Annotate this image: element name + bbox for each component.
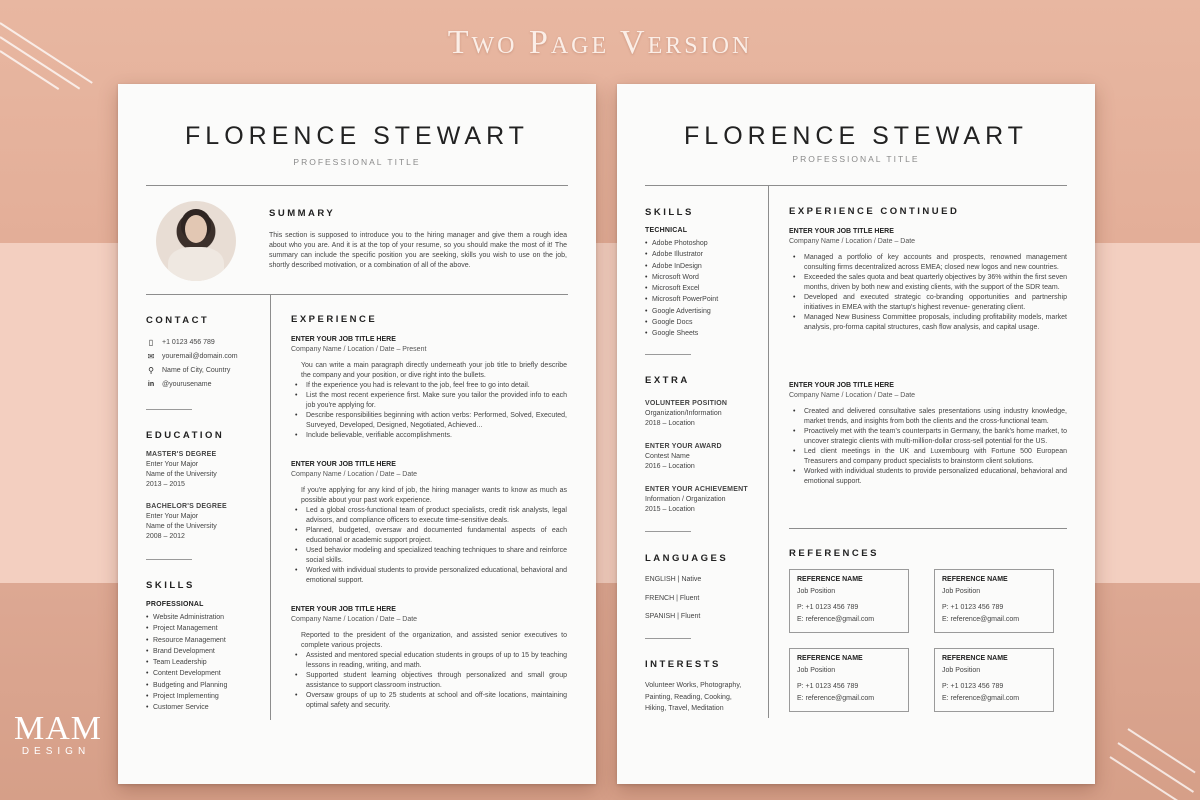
- list-item: • Brand Development: [146, 646, 227, 657]
- job-description: If you're applying for any kind of job, the hiring manager wants to know as much as possible about your past work experience.: [301, 487, 567, 504]
- list-item: • Project Management: [146, 623, 227, 634]
- reference-card: REFERENCE NAME Job Position P: +1 0123 456 789 E: reference@gmail.com: [789, 648, 909, 712]
- list-item: • Microsoft Word: [645, 272, 718, 283]
- interests-text: Volunteer Works, Photography, Painting, Reading, Cooking, Hiking, Travel, Meditation: [645, 682, 742, 712]
- list-item: • Website Administration: [146, 612, 227, 623]
- list-item: • Include believable, verifiable accomplishments.: [291, 431, 567, 441]
- languages-heading: LANGUAGES: [645, 553, 729, 564]
- extra-item: VOLUNTEER POSITION Organization/Information 2018 – Location: [645, 400, 728, 427]
- skills-list: [645, 238, 718, 340]
- skills-list: [146, 612, 227, 714]
- list-item: • Worked with individual students to provide personalized educational, behavioral and emotional support.: [291, 566, 567, 586]
- list-item: • Budgeting and Planning: [146, 680, 227, 691]
- language-item: SPANISH | Fluent: [645, 613, 701, 620]
- resume-page-2: [617, 84, 1095, 784]
- job-title: ENTER YOUR JOB TITLE HERE: [291, 336, 396, 343]
- reference-card: REFERENCE NAME Job Position P: +1 0123 456 789 E: reference@gmail.com: [934, 569, 1054, 633]
- professional-title: PROFESSIONAL TITLE: [792, 154, 920, 164]
- job-bullets: [789, 253, 1067, 333]
- job-bullets: [789, 407, 1067, 487]
- job-bullets: [291, 381, 567, 441]
- extra-rule: [645, 531, 691, 532]
- list-item: • Google Advertising: [645, 306, 718, 317]
- list-item: • Proactively met with the team's counterparts in Germany, the bank's home market, to uncover strategic clients with multi-million-dollar cross-sell potential for the US.: [789, 427, 1067, 447]
- headline: Two Page Version: [447, 24, 753, 61]
- list-item: • Microsoft PowerPoint: [645, 294, 718, 305]
- education-item: MASTER'S DEGREE Enter Your Major Name of the University 2013 – 2015: [146, 451, 217, 488]
- list-item: • Led a global cross-functional team of product specialists, credit risk analysts, legal advisors, and compliance officers to execute time-sensitive deals.: [291, 506, 567, 526]
- job-company: Company Name / Location / Date – Date: [291, 471, 418, 478]
- job-description: Reported to the president of the organization, and assisted senior executives to complete various projects.: [301, 632, 567, 649]
- list-item: • Oversaw groups of up to 25 students at school and off-site locations, maintaining optimal safety and security.: [291, 691, 567, 711]
- list-item: • Adobe Illustrator: [645, 249, 718, 260]
- list-item: • Adobe InDesign: [645, 261, 718, 272]
- list-item: • Supported student learning objectives through personalized and small group assistance to support classroom instruction.: [291, 671, 567, 691]
- skills-subheading: PROFESSIONAL: [146, 601, 204, 608]
- phone-icon: ▯: [148, 337, 154, 347]
- resume-name: FLORENCE STEWART: [684, 122, 1028, 150]
- list-item: • Project Implementing: [146, 691, 227, 702]
- job-company: Company Name / Location / Date – Date: [291, 616, 418, 623]
- list-item: • Google Sheets: [645, 328, 718, 339]
- skills-heading: SKILLS: [146, 580, 195, 591]
- brand-logo: [14, 710, 103, 757]
- list-item: • Developed and executed strategic co-branding opportunities and partnership initiatives in EMEA with the startup's highest revenue- generating client.: [789, 293, 1067, 313]
- list-item: • Created and delivered consultative sales presentations using industry knowledge, market trends, and insights from both the clients and the cross-functional team.: [789, 407, 1067, 427]
- job-company: Company Name / Location / Date – Date: [789, 392, 916, 399]
- header-divider: [146, 185, 568, 186]
- job-company: Company Name / Location / Date – Present: [291, 346, 427, 353]
- language-item: ENGLISH | Native: [645, 576, 702, 583]
- list-item: • List the most recent experience first. Make sure you tailor the provided info to each job you're applying for.: [291, 391, 567, 411]
- logo-subtext: DESIGN: [21, 746, 91, 757]
- extra-heading: EXTRA: [645, 375, 690, 386]
- language-item: FRENCH | Fluent: [645, 595, 700, 602]
- resume-page-1: [118, 84, 596, 784]
- list-item: • Used behavior modeling and specialized teaching techniques to share and reinforce social skills.: [291, 546, 567, 566]
- list-item: • Microsoft Excel: [645, 283, 718, 294]
- list-item: • Worked with individual students to provide personalized educational, behavioral and emotional support.: [789, 467, 1067, 487]
- contact-phone: ▯ +1 0123 456 789: [146, 337, 215, 347]
- list-item: • Assisted and mentored special education students in groups of up to 15 by teaching lessons in reading, writing, and math.: [291, 651, 567, 671]
- contact-location: ⚲ Name of City, Country: [146, 365, 230, 375]
- languages-rule: [645, 638, 691, 639]
- extra-item: ENTER YOUR ACHIEVEMENT Information / Organization 2015 – Location: [645, 486, 748, 513]
- education-rule: [146, 559, 192, 560]
- job-title: ENTER YOUR JOB TITLE HERE: [291, 606, 396, 613]
- references-divider: [789, 528, 1067, 529]
- list-item: • Customer Service: [146, 702, 227, 713]
- professional-title: PROFESSIONAL TITLE: [293, 157, 421, 167]
- contact-linkedin: in @yourusename: [147, 380, 212, 388]
- job-company: Company Name / Location / Date – Date: [789, 238, 916, 245]
- job-title: ENTER YOUR JOB TITLE HERE: [291, 461, 396, 468]
- skills-subheading: TECHNICAL: [645, 227, 688, 234]
- reference-card: REFERENCE NAME Job Position P: +1 0123 456 789 E: reference@gmail.com: [934, 648, 1054, 712]
- list-item: • Team Leadership: [146, 657, 227, 668]
- linkedin-icon: in: [147, 380, 155, 388]
- job-title: ENTER YOUR JOB TITLE HERE: [789, 228, 894, 235]
- job-bullets: [291, 506, 567, 586]
- location-pin-icon: ⚲: [148, 365, 154, 375]
- resume-name: FLORENCE STEWART: [185, 122, 529, 150]
- job-bullets: [291, 651, 567, 711]
- job-entry: [291, 605, 567, 711]
- list-item: • Exceeded the sales quota and beat quarterly objectives by 36% within the first seven months, driven by both new and existing clients, with the support of the SDR team.: [789, 273, 1067, 293]
- list-item: • Managed New Business Committee proposals, including profitability models, market analysis, pro-forma capital structures, cash flow analysis, and capital usage.: [789, 313, 1067, 333]
- list-item: • Google Docs: [645, 317, 718, 328]
- skills-heading: SKILLS: [645, 207, 694, 218]
- list-item: • Content Development: [146, 668, 227, 679]
- job-entry: [291, 335, 567, 441]
- list-item: • Led client meetings in the UK and Luxembourg with Fortune 500 European Treasurers and company product specialists to brainstorm client solutions.: [789, 447, 1067, 467]
- contact-heading: CONTACT: [146, 315, 210, 326]
- references-heading: REFERENCES: [789, 548, 879, 559]
- column-divider: [768, 185, 769, 718]
- experience-heading: EXPERIENCE: [291, 314, 378, 325]
- job-entry: [291, 460, 567, 586]
- education-heading: EDUCATION: [146, 430, 225, 441]
- job-entry: [789, 227, 1067, 333]
- profile-photo: [156, 201, 236, 281]
- education-item: BACHELOR'S DEGREE Enter Your Major Name of the University 2008 – 2012: [146, 503, 227, 540]
- summary-heading: SUMMARY: [269, 208, 336, 219]
- list-item: • Planned, budgeted, oversaw and documented fundamental aspects of each educational or academic support project.: [291, 526, 567, 546]
- interests-heading: INTERESTS: [645, 659, 721, 670]
- skills-rule: [645, 354, 691, 355]
- extra-item: ENTER YOUR AWARD Contest Name 2016 – Location: [645, 443, 722, 470]
- job-entry: [789, 381, 1067, 487]
- column-divider: [270, 294, 271, 720]
- envelope-icon: ✉: [147, 351, 155, 361]
- job-title: ENTER YOUR JOB TITLE HERE: [789, 382, 894, 389]
- logo-mark: MAM: [14, 710, 103, 747]
- list-item: • Resource Management: [146, 635, 227, 646]
- list-item: • Managed a portfolio of key accounts and prospects, renowned management consulting firms decentralized across EMEA; closed new logos and new countries.: [789, 253, 1067, 273]
- reference-card: REFERENCE NAME Job Position P: +1 0123 456 789 E: reference@gmail.com: [789, 569, 909, 633]
- summary-divider: [146, 294, 568, 295]
- contact-email: ✉ youremail@domain.com: [147, 351, 238, 361]
- job-description: You can write a main paragraph directly underneath your job title to briefly describe the company and your position, or dive right into the bullets.: [301, 362, 567, 379]
- contact-rule: [146, 409, 192, 410]
- list-item: • Describe responsibilities beginning with action verbs: Performed, Solved, Executed, Surveyed, Developed, Designed, Negotiated, Achieved...: [291, 411, 567, 431]
- summary-text: This section is supposed to introduce you to the hiring manager and give them a rough idea about who you are. And it is at the top of your resume, so you should make the most of it! The summary can include the specific position you are seeking, skills you wish to use on the job, shortly described motivation, or a combination of all of the above.: [269, 232, 567, 269]
- list-item: • If the experience you had is relevant to the job, feel free to go into detail.: [291, 381, 567, 391]
- experience-continued-heading: EXPERIENCE CONTINUED: [789, 206, 960, 217]
- list-item: • Adobe Photoshop: [645, 238, 718, 249]
- header-divider: [645, 185, 1067, 186]
